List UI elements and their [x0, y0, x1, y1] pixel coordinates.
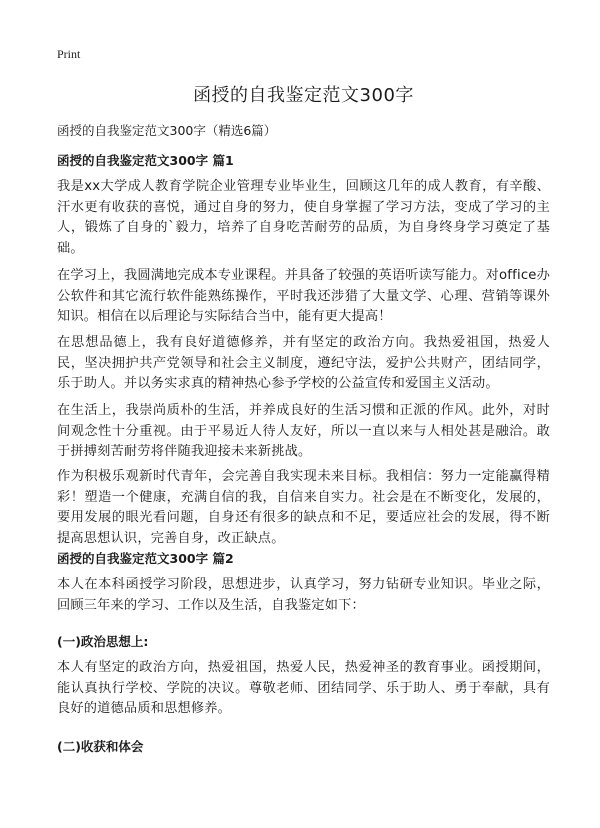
print-label[interactable]: Print — [57, 47, 81, 61]
article-1-paragraph-2: 在学习上，我圆满地完成本专业课程。并具备了较强的英语听读写能力。对office办公软件和其它流行软件能熟练操作，平时我还涉猎了大量文学、心理、营销等课外知识。相信在以后理论与实际结合当中，能有更大提高！ — [57, 268, 550, 324]
article-2-section-1-heading: (一)政治思想上: — [57, 634, 149, 649]
document-subtitle: 函授的自我鉴定范文300字（精选6篇） — [57, 123, 277, 138]
article-1-paragraph-5: 作为积极乐观新时代青年，会完善自我实现未来目标。我相信：努力一定能赢得精彩！塑造一个健康，充满自信的我，自信来自实力。社会是在不断变化，发展的，要用发展的眼光看问题，自身还有很多的缺点和不足，要适应社会的发展，得不断提高思想认识，完善自身，改正缺点。 — [57, 469, 550, 546]
page-title: 函授的自我鉴定范文300字 — [193, 85, 414, 106]
article-2-section-2-heading: (二)收获和体会 — [57, 739, 144, 754]
article-1-heading: 函授的自我鉴定范文300字 篇1 — [57, 153, 234, 168]
article-1-paragraph-3: 在思想品德上，我有良好道德修养，并有坚定的政治方向。我热爱祖国，热爱人民，坚决拥护共产党领导和社会主义制度，遵纪守法，爱护公共财产，团结同学，乐于助人。并以务实求真的精神热心参予学校的公益宣传和爱国主义活动。 — [57, 335, 550, 391]
article-2-heading: 函授的自我鉴定范文300字 篇2 — [57, 551, 234, 566]
article-1-paragraph-1: 我是xx大学成人教育学院企业管理专业毕业生，回顾这几年的成人教育，有辛酸、汗水更有收获的喜悦，通过自身的努力，使自身掌握了学习方法，变成了学习的主人，锻炼了自身的`毅力，培养了自身吃苦耐劳的品质，为自身终身学习奠定了基础。 — [57, 179, 550, 256]
article-2-section-1-text: 本人有坚定的政治方向，热爱祖国，热爱人民，热爱神圣的教育事业。函授期间，能认真执行学校、学院的决议。尊敬老师、团结同学、乐于助人、勇于奉献，具有良好的道德品质和思想修养。 — [57, 660, 550, 716]
article-1-paragraph-4: 在生活上，我崇尚质朴的生活，并养成良好的生活习惯和正派的作风。此外，对时间观念性十分重视。由于平易近人待人友好，所以一直以来与人相处甚是融洽。敢于拼搏刻苦耐劳将伴随我迎接未来新挑战。 — [57, 403, 550, 459]
article-2-intro: 本人在本科函授学习阶段，思想进步，认真学习，努力钻研专业知识。毕业之际，回顾三年来的学习、工作以及生活，自我鉴定如下： — [57, 577, 550, 613]
